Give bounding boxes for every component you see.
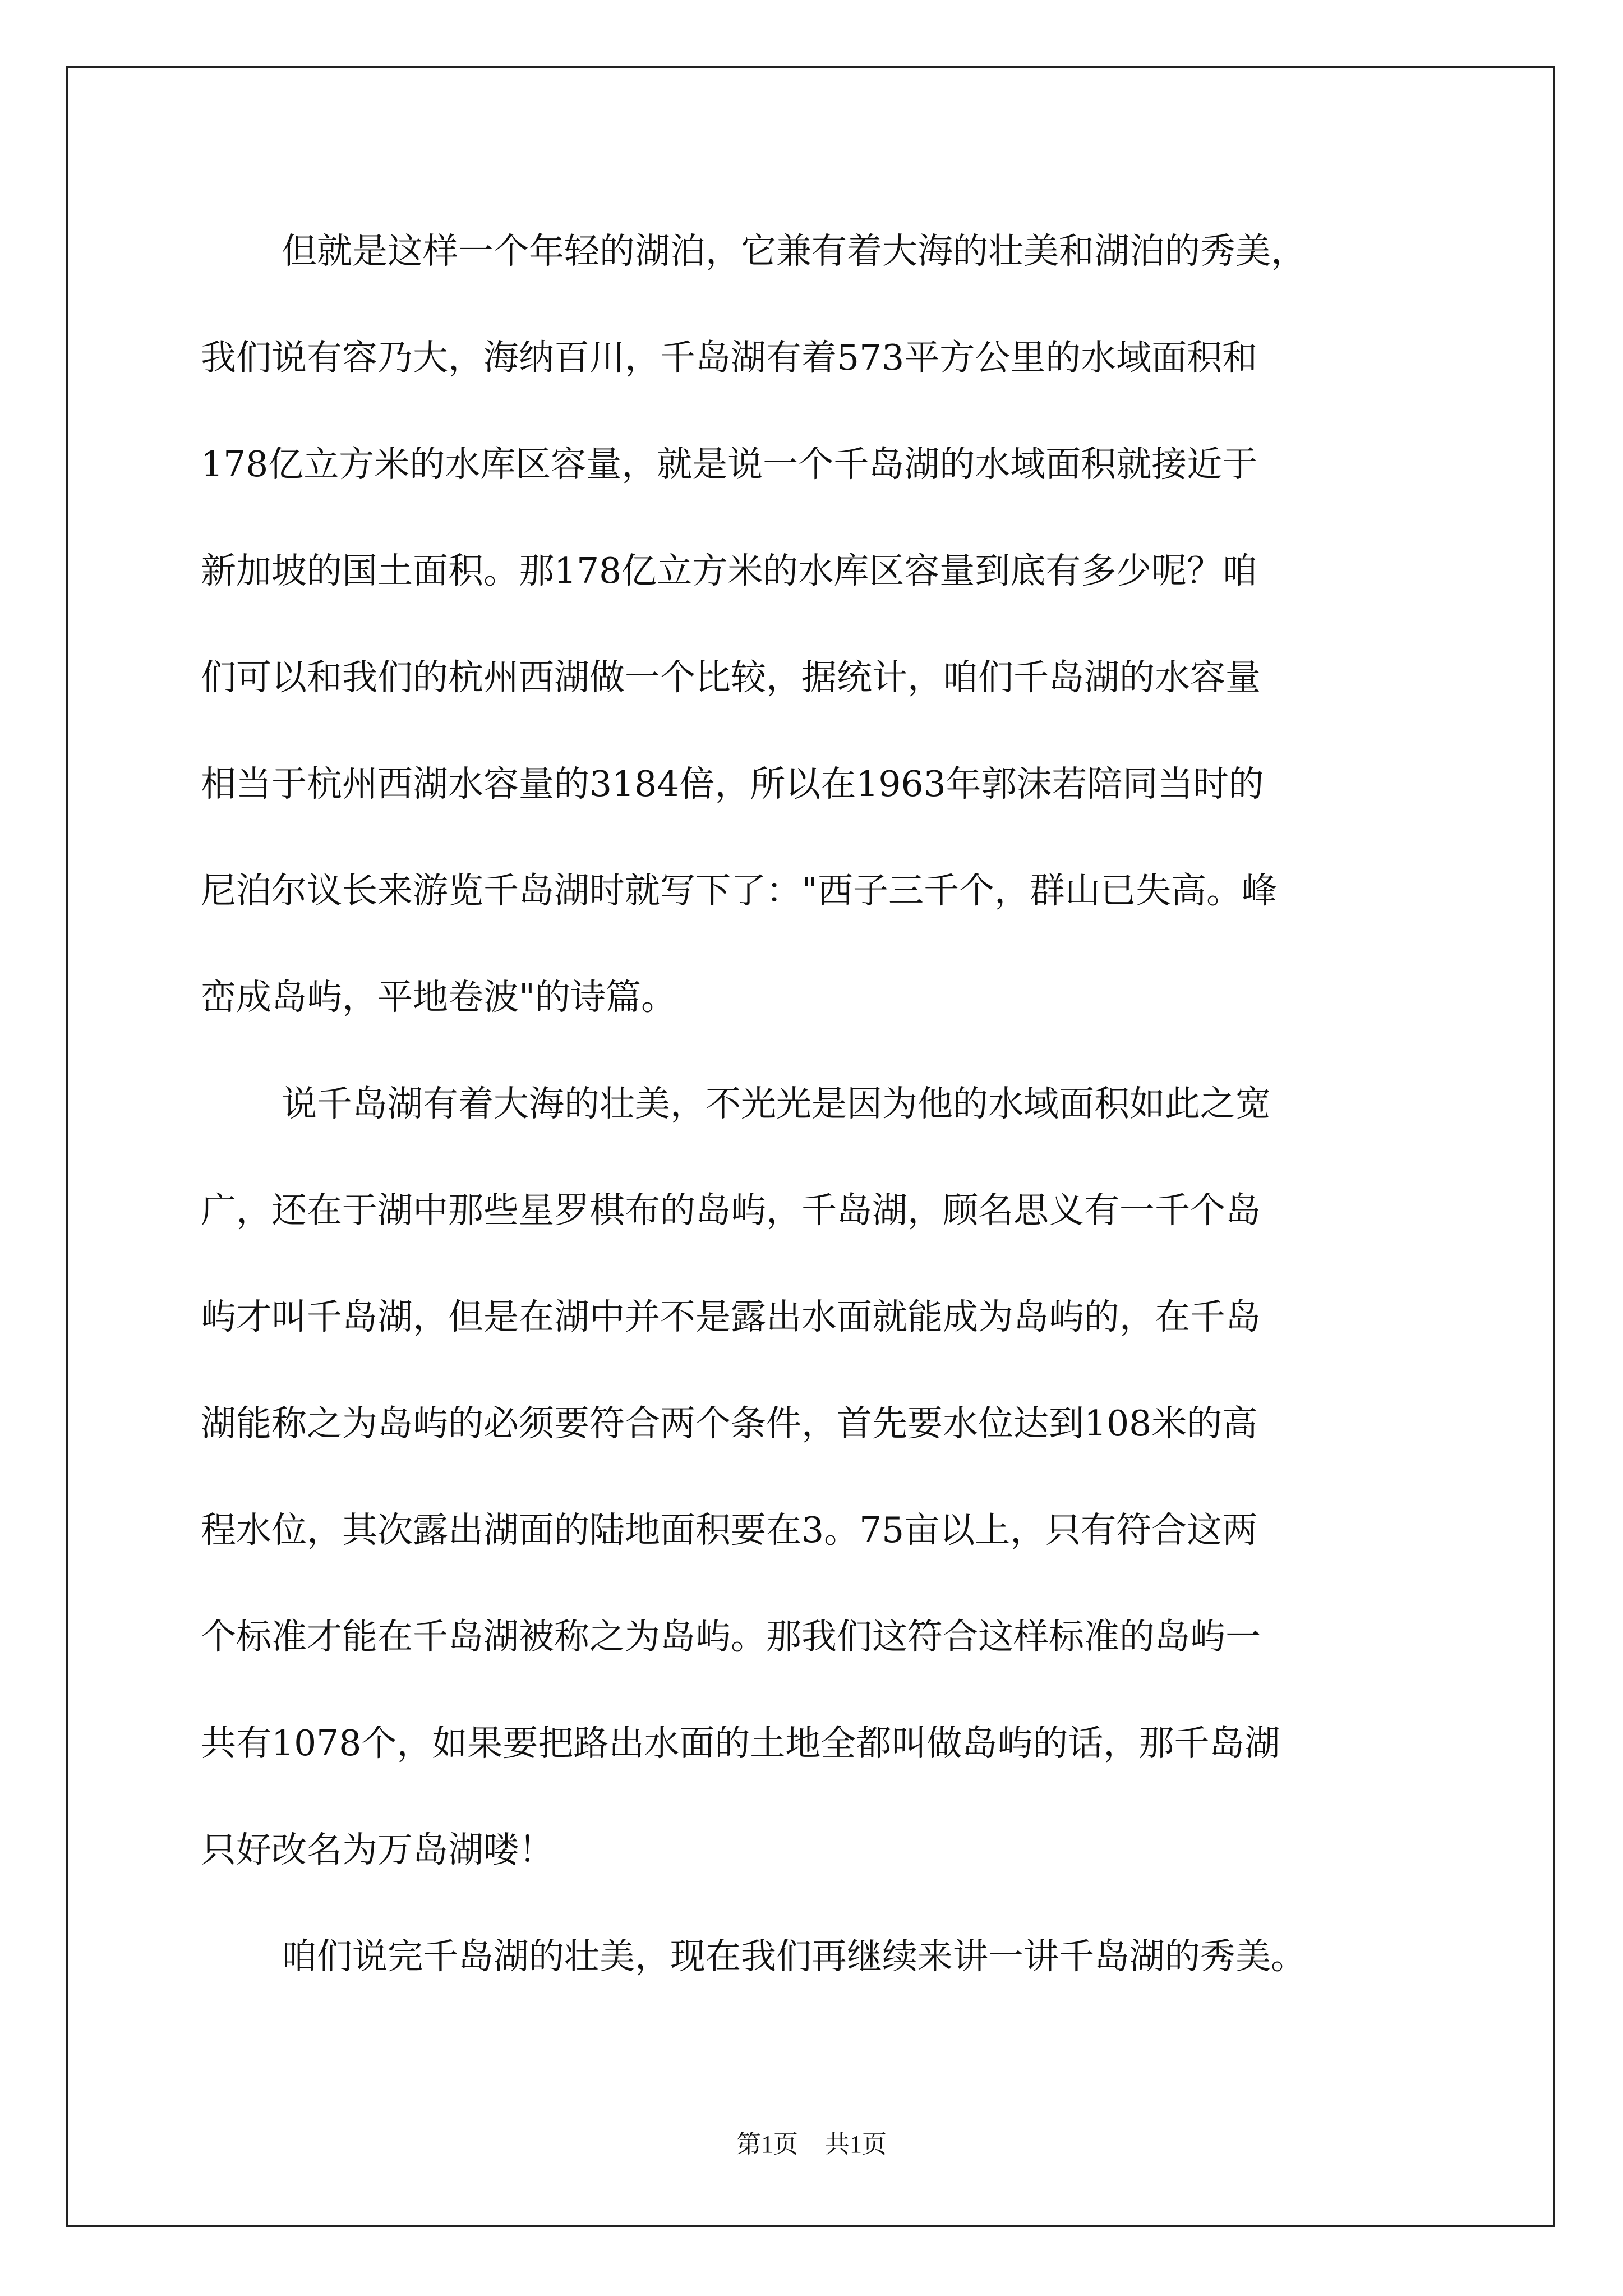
page-footer bbox=[0, 2128, 1623, 2161]
paragraph-2-line-1: 说千岛湖有着大海的壮美，不光光是因为他的水域面积如此之宽 bbox=[282, 1083, 1271, 1124]
page-border bbox=[66, 66, 1555, 2227]
paragraph-2-line-3: 屿才叫千岛湖，但是在湖中并不是露出水面就能成为岛屿的，在千岛 bbox=[201, 1296, 1261, 1337]
paragraph-1-line-8: 峦成岛屿，平地卷波"的诗篇。 bbox=[201, 977, 676, 1018]
paragraph-2-line-5: 程水位，其次露出湖面的陆地面积要在3。75亩以上，只有符合这两 bbox=[201, 1510, 1258, 1550]
paragraph-2-line-8: 只好改名为万岛湖喽！ bbox=[201, 1829, 554, 1870]
paragraph-2-line-2: 广，还在于湖中那些星罗棋布的岛屿，千岛湖，顾名思义有一千个岛 bbox=[201, 1190, 1261, 1231]
paragraph-2-line-6: 个标准才能在千岛湖被称之为岛屿。那我们这符合这样标准的岛屿一 bbox=[201, 1616, 1261, 1657]
paragraph-1-line-3: 178亿立方米的水库区容量，就是说一个千岛湖的水域面积就接近于 bbox=[201, 444, 1258, 485]
page-number: 第1页 bbox=[736, 2131, 798, 2158]
paragraph-2-line-4: 湖能称之为岛屿的必须要符合两个条件，首先要水位达到108米的高 bbox=[201, 1403, 1258, 1444]
paragraph-3-line-1: 咱们说完千岛湖的壮美，现在我们再继续来讲一讲千岛湖的秀美。 bbox=[282, 1936, 1306, 1977]
paragraph-1-line-6: 相当于杭州西湖水容量的3184倍，所以在1963年郭沫若陪同当时的 bbox=[201, 763, 1264, 804]
paragraph-2-line-7: 共有1078个，如果要把路出水面的土地全都叫做岛屿的话，那千岛湖 bbox=[201, 1723, 1280, 1764]
paragraph-1-line-5: 们可以和我们的杭州西湖做一个比较，据统计，咱们千岛湖的水容量 bbox=[201, 657, 1261, 698]
page-total: 共1页 bbox=[825, 2131, 887, 2158]
paragraph-1-line-7: 尼泊尔议长来游览千岛湖时就写下了："西子三千个，群山已失高。峰 bbox=[201, 870, 1277, 911]
paragraph-1-line-2: 我们说有容乃大，海纳百川，千岛湖有着573平方公里的水域面积和 bbox=[201, 337, 1258, 378]
paragraph-1-line-1: 但就是这样一个年轻的湖泊，它兼有着大海的壮美和湖泊的秀美， bbox=[282, 231, 1306, 272]
paragraph-1-line-4: 新加坡的国土面积。那178亿立方米的水库区容量到底有多少呢？咱 bbox=[201, 550, 1258, 591]
